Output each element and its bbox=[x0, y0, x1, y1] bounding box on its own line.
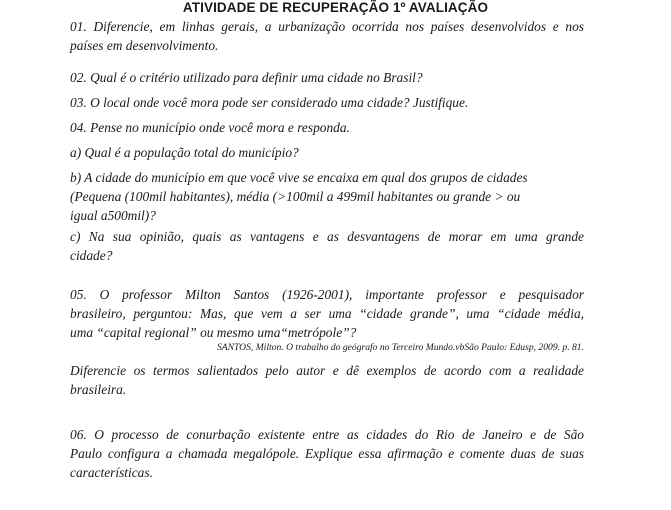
question-04-item-c bbox=[70, 227, 584, 265]
question-06-line-3: características. bbox=[70, 465, 153, 480]
question-02-text: 02. Qual é o critério utilizado para definir uma cidade no Brasil? bbox=[70, 70, 423, 85]
question-06-line-2: Paulo configura a chamada megalópole. Explique essa afirmação e comente duas de suas bbox=[70, 446, 584, 461]
citation: SANTOS, Milton. O trabalho do geógrafo no Terceiro Mundo.vbSão Paulo: Edusp, 2009. p. 81. bbox=[216, 342, 584, 353]
question-01-line-2: países em desenvolvimento. bbox=[70, 38, 219, 53]
question-04-intro: 04. Pense no município onde você mora e responda. bbox=[70, 120, 350, 135]
question-04-item-a bbox=[70, 143, 584, 162]
question-04-item-b-line-2: (Pequena (100mil habitantes), média (>100mil a 499mil habitantes ou grande > ou bbox=[70, 189, 521, 204]
question-05-task-line-1: Diferencie os termos salientados pelo autor e dê exemplos de acordo com a realidade bbox=[70, 363, 584, 378]
question-04-item-b bbox=[70, 168, 584, 225]
question-01 bbox=[70, 17, 584, 55]
question-05-task bbox=[70, 361, 584, 399]
question-01-line-1: 01. Diferencie, em linhas gerais, a urbanização ocorrida nos países desenvolvidos e nos bbox=[70, 19, 584, 34]
question-05-task-line-2: brasileira. bbox=[70, 382, 127, 397]
question-05-line-3: uma “capital regional” ou mesmo uma“metrópole”? bbox=[70, 325, 357, 340]
question-05-line-1: 05. O professor Milton Santos (1926-2001), importante professor e pesquisador bbox=[70, 287, 584, 302]
question-05-line-2: brasileiro, perguntou: Mas, que vem a ser uma “cidade grande”, uma “cidade média, bbox=[70, 306, 584, 321]
question-04-item-b-line-1: b) A cidade do município em que você vive se encaixa em qual dos grupos de cidades bbox=[70, 170, 528, 185]
page-title: ATIVIDADE DE RECUPERAÇÃO 1º AVALIAÇÃO bbox=[182, 0, 489, 15]
question-02 bbox=[70, 68, 584, 87]
question-04-item-c-line-1: c) Na sua opinião, quais as vantagens e as desvantagens de morar em uma grande bbox=[70, 229, 584, 244]
question-04-item-c-line-2: cidade? bbox=[70, 248, 113, 263]
question-04-item-b-line-3: igual a500mil)? bbox=[70, 208, 156, 223]
question-04-item-a-text: a) Qual é a população total do município? bbox=[70, 145, 299, 160]
question-06 bbox=[70, 425, 584, 482]
question-03 bbox=[70, 93, 584, 112]
question-05 bbox=[70, 285, 584, 342]
question-03-text: 03. O local onde você mora pode ser considerado uma cidade? Justifique. bbox=[70, 95, 469, 110]
question-06-line-1: 06. O processo de conurbação existente entre as cidades do Rio de Janeiro e de São bbox=[70, 427, 584, 442]
question-04 bbox=[70, 118, 584, 137]
